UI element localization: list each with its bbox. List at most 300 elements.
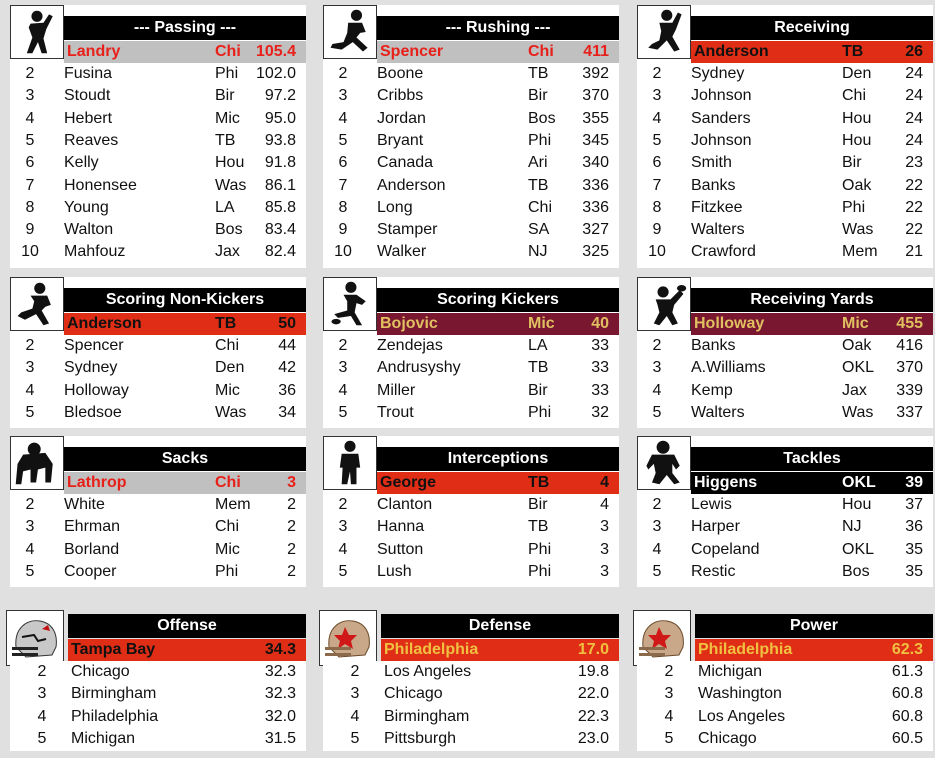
- row-name: Jordan: [377, 109, 426, 127]
- table-row: [10, 219, 306, 241]
- row-rank: 3: [664, 685, 674, 703]
- table-row: [637, 63, 933, 85]
- row-rank: 3: [37, 685, 47, 703]
- row-val: 22: [905, 176, 923, 194]
- row-name: Kelly: [64, 154, 99, 172]
- row-rank: 9: [652, 221, 662, 239]
- leader-value: 40: [591, 315, 609, 332]
- row-name: Lewis: [691, 496, 732, 513]
- row-val: 86.1: [264, 176, 296, 194]
- row-rank: 2: [37, 663, 47, 680]
- table-row: [323, 539, 619, 561]
- row-team: Was: [215, 176, 247, 194]
- row-rank: 3: [25, 87, 35, 105]
- row-team: Was: [842, 221, 874, 239]
- table-row: [323, 241, 619, 263]
- table-row: [323, 197, 619, 219]
- row-team: Phi: [528, 540, 552, 558]
- table-row: [637, 219, 933, 241]
- row-val: 93.8: [264, 131, 296, 149]
- row-rank: 7: [652, 176, 662, 194]
- row-name: Crawford: [691, 243, 756, 261]
- table-row: [10, 152, 306, 174]
- row-team: Oak: [842, 176, 872, 194]
- row-team: TB: [528, 176, 549, 194]
- row-val: 339: [896, 381, 923, 399]
- stars-helmet-icon: [633, 610, 691, 666]
- row-value: 32.0: [264, 707, 296, 725]
- row-team: Chi: [215, 337, 240, 354]
- row-name: Sydney: [64, 359, 118, 377]
- leader-value: 26: [905, 43, 923, 60]
- row-val: 345: [582, 131, 609, 149]
- row-team: TB: [528, 518, 549, 536]
- row-rank: 7: [338, 176, 348, 194]
- table-row: [323, 219, 619, 241]
- stars-helmet-icon: [319, 610, 377, 666]
- row-name: Clanton: [377, 496, 433, 513]
- row-team: Jax: [842, 381, 867, 399]
- leader-row: [695, 639, 933, 661]
- panel-title: --- Rushing ---: [377, 16, 619, 40]
- row-val: 95.0: [264, 109, 296, 127]
- leader-team: Mic: [842, 315, 869, 332]
- row-team: Ari: [528, 154, 548, 172]
- row-rank: 7: [25, 176, 35, 194]
- row-name: Copeland: [691, 540, 760, 558]
- row-name: A.Williams: [691, 359, 766, 377]
- row-val: 32: [591, 403, 609, 421]
- row-rank: 8: [25, 198, 35, 216]
- leader-row: [64, 472, 306, 494]
- row-team: Chi: [842, 87, 867, 105]
- panel-rushing: [323, 5, 619, 268]
- leader-row: [64, 41, 306, 63]
- row-val: 416: [896, 337, 923, 354]
- row-name: Fitzkee: [691, 198, 743, 216]
- row-rank: 3: [25, 518, 35, 536]
- row-name: Boone: [377, 65, 424, 82]
- row-rank: 5: [350, 729, 360, 747]
- table-row: [10, 516, 306, 538]
- table-row: [10, 130, 306, 152]
- row-team: Mem: [842, 243, 878, 261]
- row-name: Holloway: [64, 381, 129, 399]
- leader-team: Mic: [528, 315, 555, 332]
- table-row: [323, 661, 619, 683]
- row-name: Walters: [691, 221, 745, 239]
- row-val: 3: [600, 540, 609, 558]
- row-name: Hanna: [377, 518, 425, 536]
- row-val: 355: [582, 109, 609, 127]
- row-team: Mic: [215, 381, 240, 399]
- row-team: Phi: [528, 562, 552, 580]
- table-row: [323, 108, 619, 130]
- row-team: Chi: [528, 198, 553, 216]
- row-rank: 2: [25, 496, 35, 513]
- row-val: 97.2: [264, 87, 296, 105]
- leader-team: Chi: [528, 43, 554, 60]
- team-panel-power: [637, 608, 933, 753]
- panel-interceptions: [323, 436, 619, 587]
- row-rank: 2: [652, 65, 662, 82]
- row-rank: 4: [338, 540, 348, 558]
- table-row: [637, 516, 933, 538]
- row-val: 337: [896, 403, 923, 421]
- row-rank: 2: [338, 337, 348, 354]
- row-rank: 2: [664, 663, 674, 680]
- row-rank: 4: [25, 381, 35, 399]
- row-team: Den: [842, 65, 872, 82]
- row-name: Walters: [691, 403, 745, 421]
- row-rank: 9: [25, 221, 35, 239]
- row-team-name: Michigan: [71, 729, 136, 747]
- row-value: 19.8: [577, 663, 609, 680]
- row-team: Den: [215, 359, 245, 377]
- row-rank: 5: [652, 131, 662, 149]
- row-val: 2: [287, 562, 296, 580]
- row-team: Bos: [528, 109, 556, 127]
- row-name: Cribbs: [377, 87, 424, 105]
- leader-name: Anderson: [67, 315, 142, 332]
- row-rank: 8: [338, 198, 348, 216]
- row-val: 82.4: [264, 243, 296, 261]
- row-val: 24: [905, 87, 923, 105]
- table-row: [323, 335, 619, 357]
- table-row: [10, 561, 306, 583]
- row-val: 370: [582, 87, 609, 105]
- row-name: Banks: [691, 176, 736, 194]
- row-val: 327: [582, 221, 609, 239]
- row-name: Banks: [691, 337, 736, 354]
- leader-team-name: Philadelphia: [698, 641, 793, 658]
- row-team: Phi: [528, 131, 552, 149]
- table-row: [637, 402, 933, 424]
- row-rank: 10: [21, 243, 39, 261]
- panel-title: Sacks: [64, 447, 306, 471]
- row-val: 42: [278, 359, 296, 377]
- row-rank: 4: [350, 707, 360, 725]
- row-rank: 3: [25, 359, 35, 377]
- row-team-name: Birmingham: [71, 685, 157, 703]
- table-row: [323, 130, 619, 152]
- row-name: Young: [64, 198, 109, 216]
- row-team: Jax: [215, 243, 240, 261]
- row-rank: 3: [338, 87, 348, 105]
- leader-row: [381, 639, 619, 661]
- leader-row: [377, 41, 619, 63]
- table-row: [637, 661, 933, 683]
- row-team: TB: [528, 359, 549, 377]
- row-name: Sutton: [377, 540, 424, 558]
- row-team-name: Chicago: [384, 685, 443, 703]
- row-val: 24: [905, 65, 923, 82]
- table-row: [323, 516, 619, 538]
- leader-team-name: Tampa Bay: [71, 641, 156, 658]
- row-team: LA: [528, 337, 548, 354]
- leader-value: 105.4: [255, 43, 296, 60]
- row-rank: 4: [25, 109, 35, 127]
- table-row: [10, 85, 306, 107]
- leader-row: [691, 41, 933, 63]
- row-team: Oak: [842, 337, 872, 354]
- row-rank: 4: [37, 707, 47, 725]
- row-team: LA: [215, 198, 235, 216]
- row-value: 60.5: [891, 729, 923, 747]
- table-row: [10, 197, 306, 219]
- row-name: Zendejas: [377, 337, 443, 354]
- row-val: 36: [905, 518, 923, 536]
- row-rank: 2: [338, 65, 348, 82]
- row-val: 24: [905, 109, 923, 127]
- leader-name: Holloway: [694, 315, 765, 332]
- row-rank: 2: [652, 496, 662, 513]
- row-rank: 6: [25, 154, 35, 172]
- row-team-name: Birmingham: [384, 707, 470, 725]
- table-row: [10, 63, 306, 85]
- table-row: [323, 683, 619, 705]
- row-team: Mic: [215, 540, 240, 558]
- row-val: 23: [905, 154, 923, 172]
- row-team: Bir: [215, 87, 235, 105]
- leader-row: [377, 472, 619, 494]
- row-name: Harper: [691, 518, 740, 536]
- row-rank: 5: [25, 131, 35, 149]
- row-rank: 5: [652, 562, 662, 580]
- row-team-name: Chicago: [698, 729, 757, 747]
- row-rank: 4: [652, 381, 662, 399]
- row-rank: 2: [652, 337, 662, 354]
- row-val: 33: [591, 337, 609, 354]
- row-val: 37: [905, 496, 923, 513]
- table-row: [637, 85, 933, 107]
- row-rank: 3: [338, 359, 348, 377]
- row-name: Hebert: [64, 109, 113, 127]
- row-rank: 6: [652, 154, 662, 172]
- row-team: Hou: [842, 131, 872, 149]
- row-val: 83.4: [264, 221, 296, 239]
- row-name: Johnson: [691, 87, 752, 105]
- row-val: 85.8: [264, 198, 296, 216]
- linebacker-icon: [637, 436, 691, 490]
- leader-value: 17.0: [577, 641, 609, 658]
- table-row: [323, 175, 619, 197]
- table-row: [10, 728, 306, 750]
- row-team: Phi: [215, 562, 239, 580]
- row-name: Long: [377, 198, 413, 216]
- row-rank: 10: [334, 243, 352, 261]
- table-row: [637, 357, 933, 379]
- leader-value: 3: [287, 474, 296, 491]
- row-rank: 4: [338, 109, 348, 127]
- panel-sacks: [10, 436, 306, 587]
- row-team: Phi: [842, 198, 866, 216]
- row-name: Restic: [691, 562, 736, 580]
- row-team-name: Washington: [698, 685, 782, 703]
- row-team: OKL: [842, 359, 875, 377]
- panel-tackles: [637, 436, 933, 587]
- table-row: [10, 175, 306, 197]
- row-val: 36: [278, 381, 296, 399]
- table-row: [637, 241, 933, 263]
- row-team-name: Los Angeles: [698, 707, 786, 725]
- row-name: Miller: [377, 381, 416, 399]
- lineman-icon: [10, 436, 64, 490]
- leader-name: Spencer: [380, 43, 444, 60]
- table-row: [323, 357, 619, 379]
- ball-carrier-icon: [10, 277, 64, 331]
- table-row: [637, 335, 933, 357]
- team-panel-offense: [10, 608, 306, 753]
- row-value: 60.8: [891, 707, 923, 725]
- row-name: Honensee: [64, 176, 137, 194]
- panel-title: Receiving: [691, 16, 933, 40]
- kicker-icon: [323, 277, 377, 331]
- row-name: Stoudt: [64, 87, 111, 105]
- row-val: 336: [582, 176, 609, 194]
- row-value: 32.3: [264, 663, 296, 680]
- table-row: [323, 380, 619, 402]
- leader-value: 50: [278, 315, 296, 332]
- row-team: Mem: [215, 496, 251, 513]
- panel-title: Interceptions: [377, 447, 619, 471]
- table-row: [637, 380, 933, 402]
- leader-team: Chi: [215, 474, 241, 491]
- row-team: Bos: [215, 221, 243, 239]
- leader-value: 455: [896, 315, 923, 332]
- table-row: [323, 494, 619, 516]
- row-val: 325: [582, 243, 609, 261]
- panel-title: Scoring Non-Kickers: [64, 288, 306, 312]
- table-row: [323, 402, 619, 424]
- row-rank: 4: [664, 707, 674, 725]
- row-rank: 5: [664, 729, 674, 747]
- row-name: Canada: [377, 154, 434, 172]
- row-team: SA: [528, 221, 550, 239]
- panel-receiving: [637, 5, 933, 268]
- row-team: OKL: [842, 540, 875, 558]
- row-val: 336: [582, 198, 609, 216]
- row-name: Anderson: [377, 176, 446, 194]
- table-row: [637, 561, 933, 583]
- row-name: Sanders: [691, 109, 751, 127]
- row-val: 33: [591, 359, 609, 377]
- leader-name: Bojovic: [380, 315, 438, 332]
- row-name: Bryant: [377, 131, 424, 149]
- table-row: [10, 108, 306, 130]
- running-back-icon: [323, 5, 377, 59]
- table-row: [637, 494, 933, 516]
- leader-team: TB: [528, 474, 550, 491]
- row-value: 61.3: [891, 663, 923, 680]
- row-rank: 8: [652, 198, 662, 216]
- row-val: 24: [905, 131, 923, 149]
- row-val: 3: [600, 562, 609, 580]
- row-team-name: Pittsburgh: [384, 729, 457, 747]
- row-team: TB: [528, 65, 549, 82]
- leader-value: 411: [583, 43, 609, 60]
- table-row: [10, 661, 306, 683]
- row-rank: 5: [25, 562, 35, 580]
- leader-row: [377, 313, 619, 335]
- row-team: Bir: [528, 381, 548, 399]
- row-rank: 5: [37, 729, 47, 747]
- row-val: 22: [905, 198, 923, 216]
- row-team: Hou: [842, 109, 872, 127]
- row-team: Bir: [842, 154, 862, 172]
- leader-name: Anderson: [694, 43, 769, 60]
- row-val: 392: [582, 65, 609, 82]
- table-row: [10, 241, 306, 263]
- row-value: 60.8: [891, 685, 923, 703]
- leader-name: Landry: [67, 43, 121, 60]
- row-name: Trout: [377, 403, 414, 421]
- row-rank: 4: [25, 540, 35, 558]
- row-val: 35: [905, 540, 923, 558]
- panel-title: Offense: [68, 614, 306, 638]
- leader-value: 62.3: [891, 641, 923, 658]
- row-val: 44: [278, 337, 296, 354]
- row-team: Phi: [528, 403, 552, 421]
- table-row: [10, 494, 306, 516]
- row-val: 102.0: [255, 65, 296, 82]
- table-row: [637, 728, 933, 750]
- leader-value: 34.3: [264, 641, 296, 658]
- row-rank: 5: [338, 562, 348, 580]
- row-team: NJ: [842, 518, 862, 536]
- table-row: [323, 706, 619, 728]
- row-rank: 5: [338, 131, 348, 149]
- panel-scoring-nk: [10, 277, 306, 428]
- row-val: 21: [905, 243, 923, 261]
- leader-team: OKL: [842, 474, 876, 491]
- row-val: 340: [582, 154, 609, 172]
- table-row: [10, 380, 306, 402]
- row-val: 2: [287, 540, 296, 558]
- row-name: Walton: [64, 221, 114, 239]
- row-team: Bir: [528, 496, 548, 513]
- row-rank: 9: [338, 221, 348, 239]
- panel-scoring-k: [323, 277, 619, 428]
- table-row: [10, 335, 306, 357]
- table-row: [323, 728, 619, 750]
- row-name: Fusina: [64, 65, 113, 82]
- leader-row: [68, 639, 306, 661]
- receiver-icon: [637, 5, 691, 59]
- row-rank: 3: [350, 685, 360, 703]
- row-rank: 2: [338, 496, 348, 513]
- row-val: 4: [600, 496, 609, 513]
- row-rank: 4: [652, 540, 662, 558]
- table-row: [637, 152, 933, 174]
- panel-title: Tackles: [691, 447, 933, 471]
- row-name: Mahfouz: [64, 243, 126, 261]
- row-rank: 5: [338, 403, 348, 421]
- bandits-helmet-icon: [6, 610, 64, 666]
- row-val: 34: [278, 403, 296, 421]
- table-row: [10, 357, 306, 379]
- row-rank: 6: [338, 154, 348, 172]
- row-name: Spencer: [64, 337, 124, 354]
- table-row: [10, 402, 306, 424]
- row-team-name: Chicago: [71, 663, 130, 680]
- row-name: Lush: [377, 562, 412, 580]
- row-rank: 3: [652, 87, 662, 105]
- row-name: Reaves: [64, 131, 119, 149]
- row-rank: 4: [652, 109, 662, 127]
- leader-team: Chi: [215, 43, 241, 60]
- row-rank: 2: [350, 663, 360, 680]
